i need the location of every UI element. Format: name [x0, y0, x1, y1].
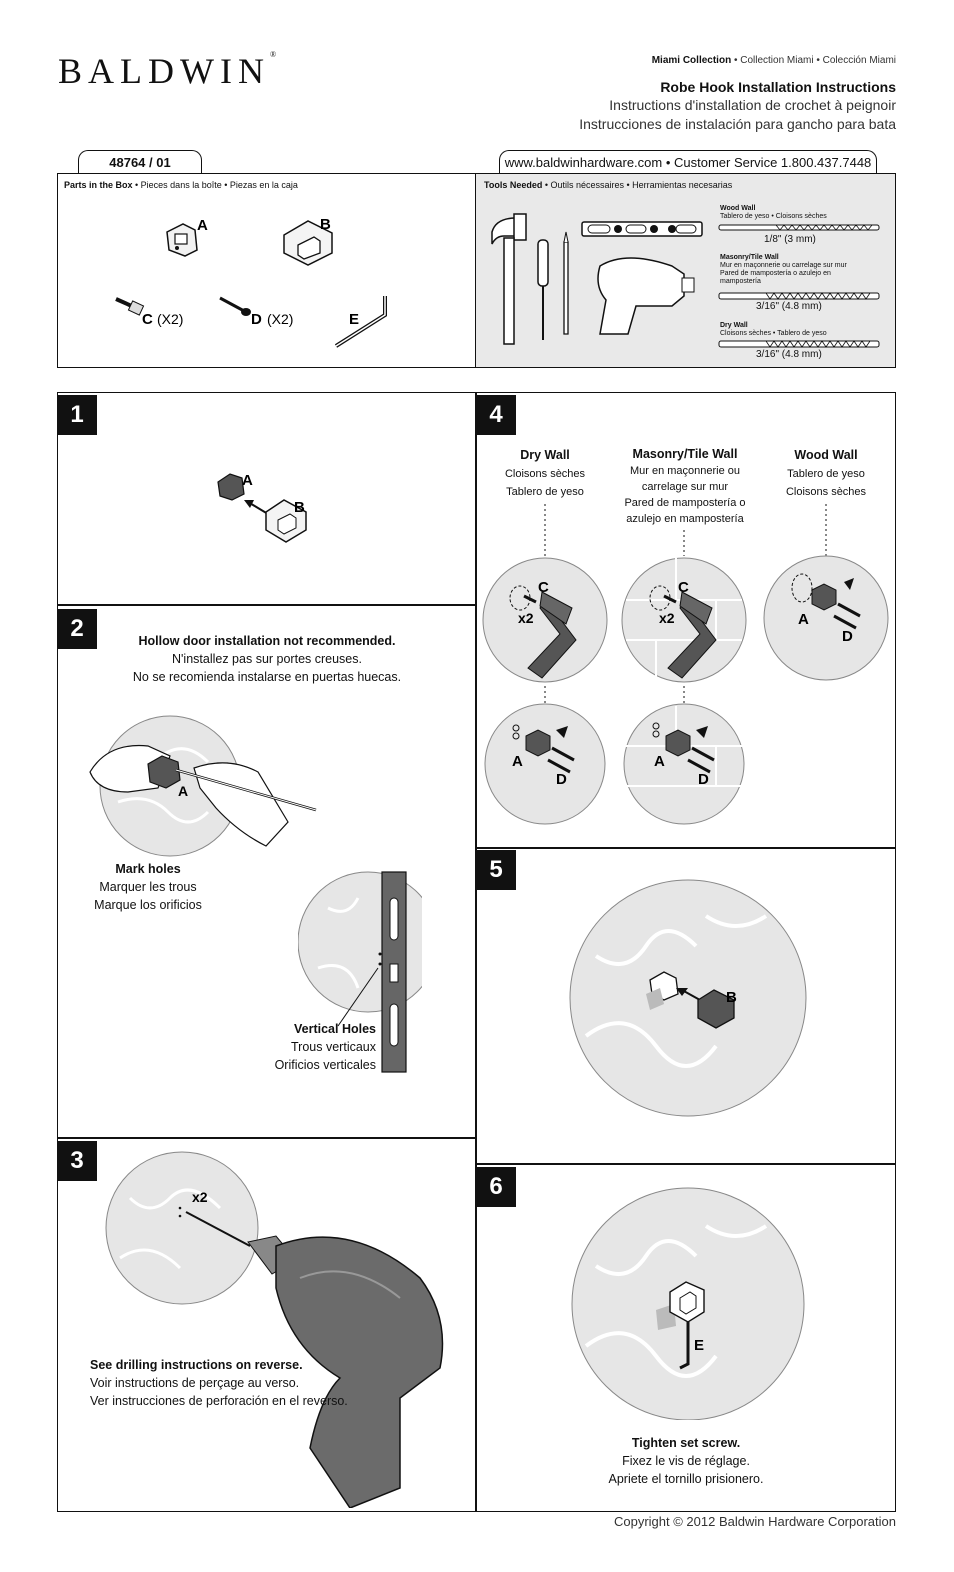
bit-drywall-size: 3/16" (4.8 mm)	[756, 349, 822, 360]
step-5-number: 5	[476, 850, 516, 890]
step-4-illustration	[476, 500, 894, 840]
title-fr: Instructions d'installation de crochet à peignoir	[609, 97, 896, 113]
bit-masonry-text: Masonry/Tile Wall Mur en maçonnerie ou carrelage sur mur Pared de mampostería o azulejo en mampostería	[720, 254, 847, 285]
part-e-label: E	[349, 311, 360, 328]
tools-heading: Tools Needed • Outils nécessaires • Herramientas necesarias	[484, 180, 733, 190]
part-d-qty: (X2)	[267, 311, 294, 327]
title-en: Robe Hook Installation Instructions	[660, 79, 896, 95]
step-6-label-e: E	[694, 1337, 705, 1354]
svg-text:C: C	[538, 579, 549, 596]
copyright: Copyright © 2012 Baldwin Hardware Corporation	[613, 1514, 896, 1529]
step-1-illustration	[200, 460, 330, 550]
step-4-masonry-anchor-circle	[622, 558, 746, 682]
part-b-label: B	[320, 216, 331, 233]
bit-drywall-text: Dry Wall Cloisons sèches • Tablero de yeso	[720, 322, 827, 337]
svg-text:A: A	[512, 753, 523, 770]
tools-box	[475, 173, 896, 368]
drill-bit-drywall-icon	[719, 341, 879, 347]
bit-masonry-size: 3/16" (4.8 mm)	[756, 301, 822, 312]
step-3-note: See drilling instructions on reverse. Voir instructions de perçage au verso. Ver instrucciones de perforación en el reverso.	[90, 1358, 348, 1408]
step-6-illustration	[566, 1186, 810, 1420]
parts-box	[57, 173, 477, 368]
svg-text:A: A	[654, 753, 665, 770]
step-3-number: 3	[57, 1141, 97, 1181]
svg-text:x2: x2	[518, 610, 534, 626]
pencil-icon	[564, 232, 568, 334]
contact-tab: www.baldwinhardware.com • Customer Service 1.800.437.7448	[499, 150, 877, 173]
bit-wood-size: 1/8" (3 mm)	[764, 234, 816, 245]
step-2-warning: Hollow door installation not recommended. N'installez pas sur portes creuses. No se recomienda instalarse en puertas huecas.	[132, 634, 402, 684]
step-5-label-b: B	[726, 989, 737, 1006]
step-5-illustration	[566, 876, 810, 1120]
step-2-number: 2	[57, 609, 97, 649]
step-4-drywall-anchor-circle	[483, 558, 607, 682]
step-6-caption: Tighten set screw. Fixez le vis de réglage. Apriete el tornillo prisionero.	[608, 1436, 764, 1486]
part-c-anchor-icon	[116, 299, 144, 315]
part-c-qty: (X2)	[157, 311, 184, 327]
part-d-label: D	[251, 311, 262, 328]
step-4-number: 4	[476, 395, 516, 435]
step-3-drill-illustration	[100, 1148, 470, 1508]
part-a-bracket-icon	[167, 224, 197, 256]
collection-line: Miami Collection • Collection Miami • Colección Miami	[651, 55, 896, 66]
model-number-tab: 48764 / 01	[78, 150, 202, 173]
part-a-label: A	[197, 217, 208, 234]
screwdriver-icon	[538, 240, 548, 340]
parts-heading: Parts in the Box • Pieces dans la boîte • Piezas en la caja	[64, 180, 298, 190]
step-4-drywall-screw-circle	[485, 704, 605, 824]
part-e-hexkey-icon	[336, 296, 385, 346]
title-es: Instrucciones de instalación para gancho para bata	[579, 116, 896, 132]
step-4-masonry-screw-circle	[624, 704, 744, 824]
step-2-vertical-caption: Vertical Holes Trous verticaux Orificios verticales	[274, 1022, 376, 1072]
drill-bit-masonry-icon	[719, 293, 879, 299]
parts-illustration	[58, 174, 476, 367]
drill-bit-wood-icon	[719, 225, 879, 230]
step-4-drywall-caption: Dry Wall Cloisons sèches Tablero de yeso	[504, 448, 586, 498]
step-1-label-b: B	[294, 499, 305, 516]
level-icon	[582, 222, 702, 236]
hammer-icon	[492, 214, 526, 344]
step-2-label-a: A	[178, 783, 189, 799]
svg-text:C: C	[678, 579, 689, 596]
step-2-mark-caption: Mark holes Marquer les trous Marque los orificios	[94, 862, 202, 912]
step-2-mark-illustration	[88, 712, 328, 882]
svg-text:x2: x2	[659, 610, 675, 626]
bit-wood-text: Wood Wall Tablero de yeso • Cloisons sèches	[720, 205, 827, 220]
part-d-screw-icon	[220, 298, 251, 316]
svg-text:D: D	[698, 771, 709, 788]
step-1-label-a: A	[242, 472, 253, 489]
part-c-label: C	[142, 311, 153, 328]
step-6-number: 6	[476, 1167, 516, 1207]
step-1-number: 1	[57, 395, 97, 435]
step-4-masonry-caption: Masonry/Tile Wall Mur en maçonnerie ou carrelage sur mur Pared de mampostería o azulejo en mampostería	[624, 447, 746, 525]
brand-logo: BALDWIN®	[58, 50, 277, 91]
step-4-woodwall-circle	[764, 556, 888, 680]
svg-text:D: D	[842, 628, 853, 645]
svg-text:A: A	[798, 611, 809, 628]
step-4-woodwall-caption: Wood Wall Tablero de yeso Cloisons sèches	[785, 448, 867, 498]
step-3-x2-label: x2	[192, 1189, 208, 1205]
svg-text:D: D	[556, 771, 567, 788]
drill-icon	[598, 258, 694, 334]
